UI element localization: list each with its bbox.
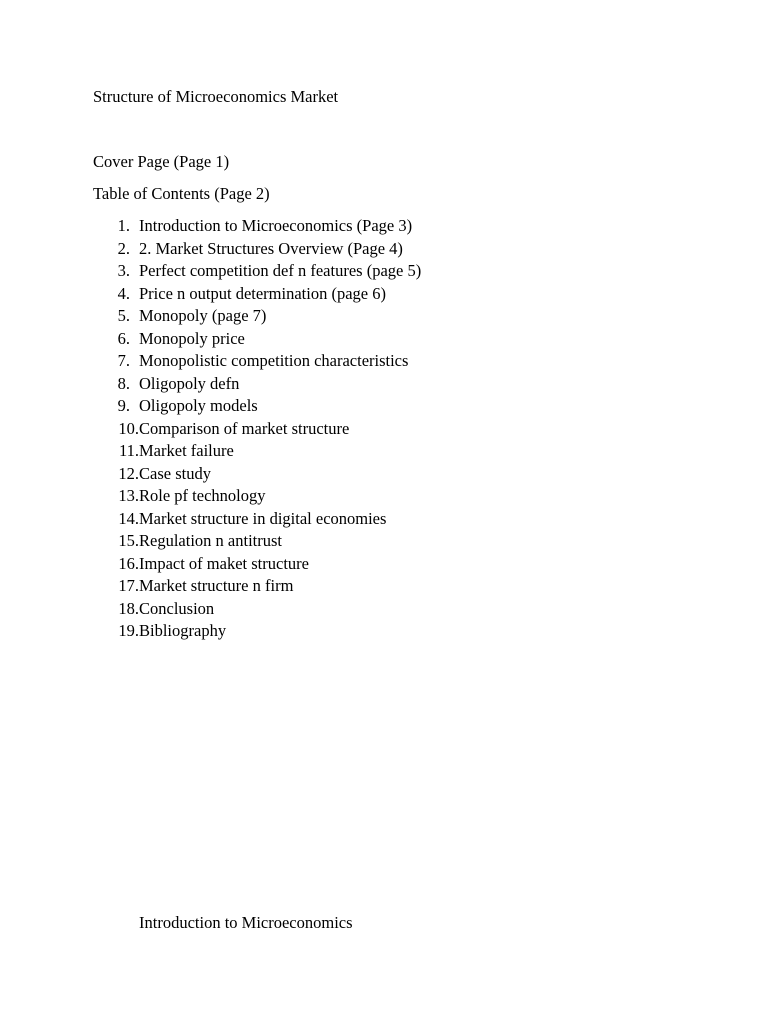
toc-item-number: 2. [117, 238, 130, 258]
toc-item [93, 215, 421, 238]
toc-item-text: Impact of maket structure [139, 553, 309, 573]
table-of-contents-heading: Table of Contents (Page 2) [93, 184, 270, 203]
toc-item [93, 238, 421, 261]
toc-item-number: 11. [118, 441, 139, 460]
cover-page-line: Cover Page (Page 1) [93, 152, 230, 171]
toc-item-number: 13. [118, 486, 139, 505]
toc-item-text: Case study [139, 463, 211, 483]
toc-item-number: 16. [118, 553, 139, 573]
toc-item-text: Market failure [139, 441, 234, 460]
toc-item [93, 373, 421, 396]
toc-item-number: 5. [117, 306, 130, 325]
toc-item [93, 350, 421, 373]
toc-item-number: 4. [117, 283, 130, 303]
toc-item-text: Role pf technology [139, 486, 266, 505]
toc-item-number: 19. [118, 621, 139, 640]
toc-item-number: 8. [117, 373, 130, 393]
toc-item-number: 12. [118, 463, 139, 483]
toc-item-number: 9. [117, 396, 130, 415]
toc-item-text: Comparison of market structure [139, 418, 350, 438]
toc-item-text: Regulation n antitrust [139, 531, 282, 550]
toc-item [93, 508, 421, 531]
toc-item [93, 328, 421, 351]
toc-item-number: 15. [118, 531, 139, 550]
toc-item [93, 305, 421, 328]
toc-item-text: Conclusion [139, 598, 215, 618]
toc-item-text: Introduction to Microeconomics (Page 3) [139, 216, 413, 235]
toc-item [93, 395, 421, 418]
toc-item-text: Market structure n firm [139, 576, 294, 595]
toc-item-number: 7. [117, 351, 130, 370]
toc-item [93, 418, 421, 441]
toc-item-number: 17. [118, 576, 139, 595]
toc-item-number: 14. [118, 508, 139, 528]
toc-item-number: 10. [118, 418, 139, 438]
toc-item-text: Market structure in digital economies [139, 508, 387, 528]
toc-item-number: 1. [117, 216, 130, 235]
toc-item-text: Monopoly price [139, 328, 245, 348]
toc-item [93, 485, 421, 508]
toc-item-number: 6. [117, 328, 130, 348]
toc-item-number: 3. [117, 261, 130, 280]
toc-item-text: Oligopoly models [139, 396, 258, 415]
toc-item [93, 530, 421, 553]
toc-item-number: 18. [118, 598, 139, 618]
document-title: Structure of Microeconomics Market [93, 87, 339, 106]
toc-item-text: 2. Market Structures Overview (Page 4) [139, 238, 403, 258]
toc-item-text: Perfect competition def n features (page 5) [139, 261, 422, 280]
toc-item-text: Bibliography [139, 621, 227, 640]
toc-item [93, 260, 421, 283]
toc-item [93, 440, 421, 463]
toc-item-text: Price n output determination (page 6) [139, 283, 386, 303]
toc-item [93, 620, 421, 643]
toc-item [93, 598, 421, 621]
toc-item-text: Monopoly (page 7) [139, 306, 267, 325]
toc-item [93, 553, 421, 576]
toc-item [93, 463, 421, 486]
toc-item [93, 575, 421, 598]
toc-item [93, 283, 421, 306]
section-heading: Introduction to Microeconomics [139, 913, 353, 932]
toc-item-text: Oligopoly defn [139, 373, 240, 393]
toc-item-text: Monopolistic competition characteristics [139, 351, 409, 370]
table-of-contents-list [93, 215, 421, 643]
